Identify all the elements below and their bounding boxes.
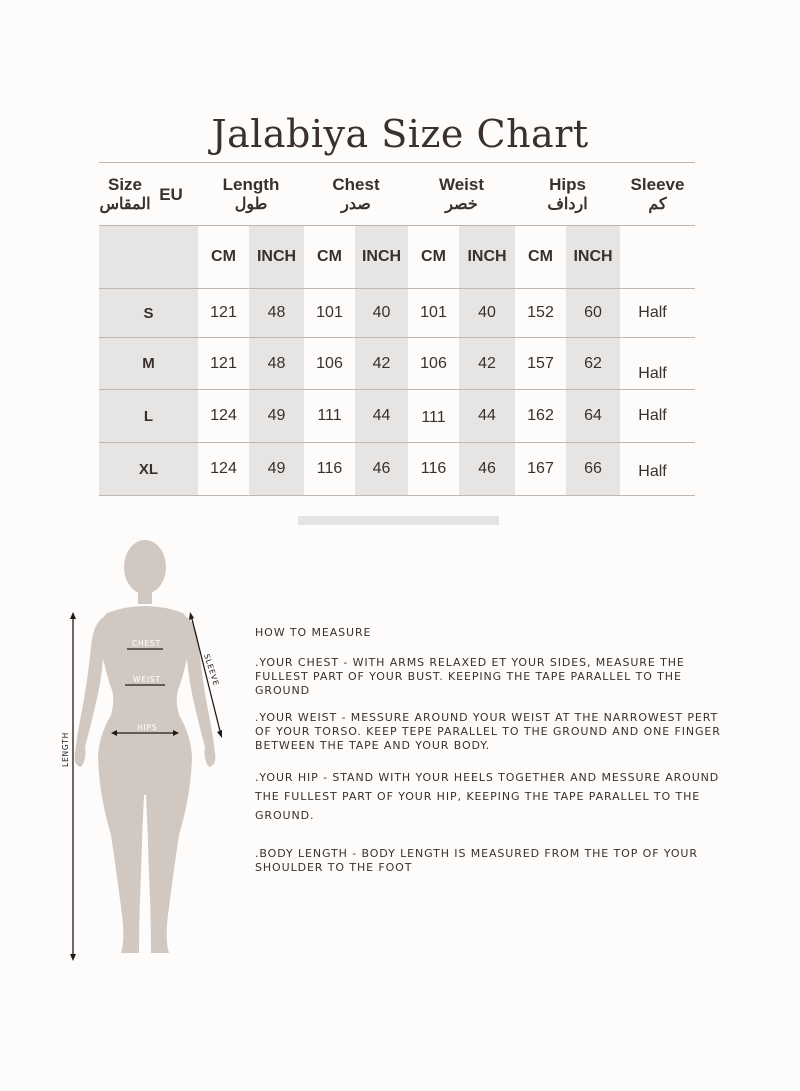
value-cell: 60 [584, 304, 602, 321]
table-rule [99, 495, 695, 496]
sleeve-cell: Half [638, 304, 667, 321]
value-cell: 46 [372, 460, 391, 477]
value-cell: 106 [316, 354, 343, 372]
unit-inch: INCH [573, 248, 613, 265]
sleeve-cell: Half [638, 364, 667, 382]
value-cell: 121 [210, 304, 237, 321]
value-cell: 64 [584, 407, 602, 424]
chest-label: CHEST [132, 639, 161, 648]
divider-bar [298, 516, 499, 525]
unit-cm: CM [421, 248, 446, 265]
size-label: XL [138, 460, 159, 478]
header-hips: Hips ارداف [547, 175, 588, 213]
value-cell: 111 [317, 407, 342, 424]
value-cell: 121 [210, 354, 237, 372]
value-cell: 162 [527, 407, 554, 424]
header-size [99, 170, 151, 220]
header-size-eu: EU [159, 185, 183, 204]
value-cell: 157 [527, 354, 554, 372]
unit-cm: CM [317, 248, 342, 265]
weist-label: WEIST [133, 675, 161, 684]
value-cell: 40 [372, 304, 391, 321]
value-cell: 42 [478, 354, 496, 372]
sleeve-label: SLEEVE [202, 652, 221, 688]
value-cell: 124 [210, 407, 237, 424]
size-chart-table [99, 162, 695, 496]
size-label: M [142, 355, 155, 372]
value-cell: 167 [527, 460, 554, 477]
body-measurement-figure [55, 535, 245, 965]
value-cell: 62 [584, 354, 602, 372]
instruction-length: .BODY LENGTH - BODY LENGTH IS MEASURED FROM THE TOP OF YOUR SHOULDER TO THE FOOT [255, 847, 698, 874]
hips-label: HIPS [137, 723, 158, 732]
header-chest: Chest صدر [332, 175, 380, 213]
measure-instructions [255, 626, 725, 875]
value-cell: 101 [316, 304, 343, 321]
header-length: Length طول [222, 175, 280, 213]
value-cell: 40 [478, 304, 496, 321]
length-label: LENGTH [61, 731, 70, 767]
size-label: L [143, 407, 154, 425]
size-label: S [143, 304, 154, 322]
instructions-heading: HOW TO MEASURE [255, 626, 372, 639]
value-cell: 116 [316, 460, 343, 477]
value-cell: 116 [420, 460, 447, 477]
value-cell: 44 [478, 407, 496, 424]
instruction-weist: .YOUR WEIST - MESSURE AROUND YOUR WEIST AT THE NARROWEST PERT OF YOUR TORSO. KEEP TEPE PARALLEL TO THE GROUND AND ONE FINGER BETWEEN THE TAPE AND YOUR BODY. [255, 711, 721, 752]
page-title: Jalabiya Size Chart [211, 112, 589, 156]
value-cell: 48 [267, 304, 286, 321]
value-cell: 48 [267, 354, 286, 372]
value-cell: 66 [584, 460, 602, 477]
unit-inch: INCH [467, 248, 507, 265]
unit-inch: INCH [256, 248, 297, 265]
value-cell: 49 [267, 407, 286, 424]
unit-cm: CM [528, 248, 553, 265]
body-silhouette [75, 540, 216, 953]
instruction-chest: .YOUR CHEST - WITH ARMS RELAXED ET YOUR SIDES, MEASURE THE FULLEST PART OF YOUR BUST. KEEPING THE TAPE PARALLEL TO THE GROUND [255, 656, 685, 697]
value-cell: 42 [372, 354, 391, 372]
value-cell: 124 [210, 460, 237, 477]
value-cell: 46 [478, 460, 496, 477]
header-sleeve: Sleeve كم [630, 175, 685, 213]
value-cell: 49 [267, 460, 286, 477]
value-cell: 44 [372, 407, 391, 424]
value-cell: 101 [420, 304, 447, 321]
sleeve-cell: Half [638, 407, 667, 424]
instruction-hip: .YOUR HIP - STAND WITH YOUR HEELS TOGETHER AND MESSURE AROUND THE FULLEST PART OF YOUR HIP, KEEPING THE TAPE PARALLEL TO THE GROUND. [255, 771, 720, 822]
value-cell: 106 [420, 354, 447, 372]
value-cell: 152 [527, 304, 554, 321]
sleeve-cell: Half [638, 463, 667, 480]
header-size-en: Size [107, 175, 143, 194]
value-cell: 111 [421, 409, 446, 426]
header-weist: Weist خصر [438, 175, 485, 213]
unit-cm: CM [211, 248, 236, 265]
header-size-ar: المقاس [99, 196, 151, 213]
table-rule [99, 162, 695, 163]
unit-inch: INCH [361, 248, 402, 265]
